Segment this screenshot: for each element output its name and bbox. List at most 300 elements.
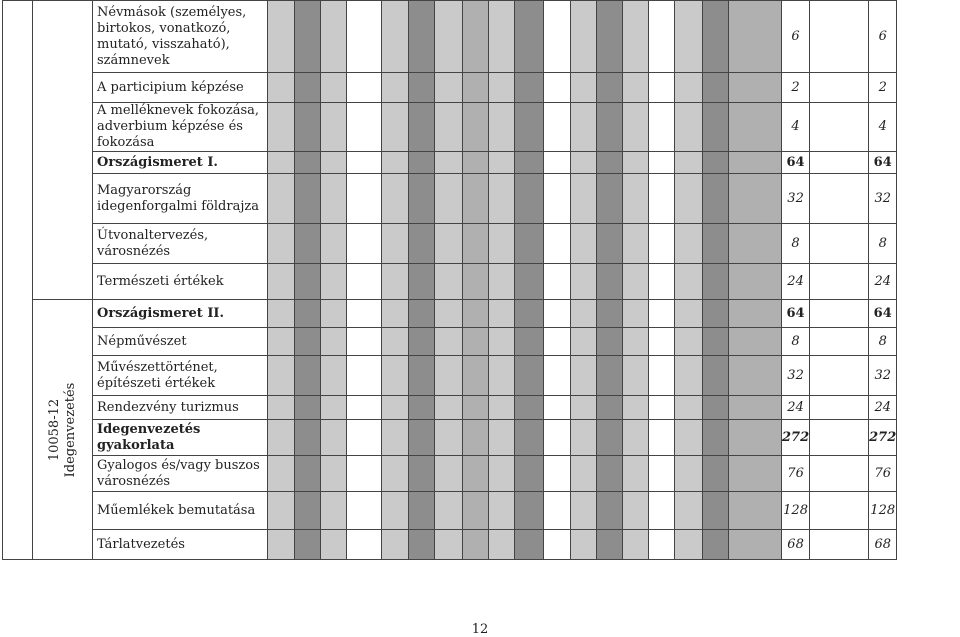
grid-cell [489,356,515,396]
table-row [3,396,897,420]
grid-cell [571,103,597,152]
grid-cell [347,300,382,328]
grid-cell [810,356,869,396]
grid-cell [810,530,869,560]
module-label [47,382,79,477]
grid-cell [435,73,463,103]
hours-value-b: 24 [869,396,897,420]
grid-cell [268,396,295,420]
grid-cell [515,420,544,456]
grid-cell [729,492,782,530]
grid-cell [321,103,347,152]
grid-cell [268,174,295,224]
grid-cell [515,152,544,174]
grid-cell [515,300,544,328]
hours-value-b: 8 [869,328,897,356]
grid-cell [675,174,703,224]
grid-cell [544,492,571,530]
grid-cell [623,103,649,152]
grid-cell [409,152,435,174]
hours-value-a: 32 [782,174,810,224]
grid-cell [729,356,782,396]
grid-cell [489,224,515,264]
table-row [3,1,897,73]
grid-cell [515,396,544,420]
grid-cell [268,152,295,174]
grid-cell [729,152,782,174]
grid-cell [321,530,347,560]
hours-value-b: 128 [869,492,897,530]
grid-cell [597,1,623,73]
hours-value-b: 24 [869,264,897,300]
grid-cell [703,396,729,420]
grid-cell [295,396,321,420]
grid-cell [321,456,347,492]
grid-cell [703,152,729,174]
grid-cell [544,300,571,328]
grid-cell [382,224,409,264]
grid-cell [703,300,729,328]
grid-cell [810,224,869,264]
grid-cell [489,264,515,300]
grid-cell [649,264,675,300]
topic-cell: Rendezvény turizmus [93,396,268,420]
grid-cell [435,530,463,560]
grid-cell [703,1,729,73]
topic-cell: Idegenvezetés gyakorlata [93,420,268,456]
grid-cell [623,530,649,560]
grid-cell [409,300,435,328]
table-row [3,356,897,396]
grid-cell [544,328,571,356]
grid-cell [295,300,321,328]
grid-cell [435,152,463,174]
grid-cell [435,224,463,264]
hours-value-b: 68 [869,530,897,560]
grid-cell [347,356,382,396]
grid-cell [675,224,703,264]
grid-cell [729,300,782,328]
grid-cell [649,73,675,103]
topic-cell: Természeti értékek [93,264,268,300]
topic-cell: Útvonaltervezés, városnézés [93,224,268,264]
grid-cell [409,328,435,356]
grid-cell [435,356,463,396]
grid-cell [810,420,869,456]
grid-cell [810,264,869,300]
grid-cell [515,492,544,530]
grid-cell [729,396,782,420]
grid-cell [463,174,489,224]
grid-cell [321,396,347,420]
grid-cell [675,456,703,492]
grid-cell [675,152,703,174]
grid-cell [382,492,409,530]
grid-cell [544,420,571,456]
grid-cell [623,73,649,103]
grid-cell [268,73,295,103]
grid-cell [649,530,675,560]
grid-cell [409,492,435,530]
grid-cell [571,420,597,456]
grid-cell [597,396,623,420]
grid-cell [515,456,544,492]
grid-cell [515,73,544,103]
grid-cell [409,103,435,152]
grid-cell [675,492,703,530]
grid-cell [321,152,347,174]
grid-cell [515,1,544,73]
grid-cell [729,73,782,103]
grid-cell [295,103,321,152]
grid-cell [295,224,321,264]
hours-value-b: 6 [869,1,897,73]
grid-cell [571,1,597,73]
grid-cell [544,73,571,103]
grid-cell [597,152,623,174]
hours-value-b: 64 [869,300,897,328]
grid-cell [597,73,623,103]
grid-cell [295,152,321,174]
grid-cell [675,73,703,103]
grid-cell [810,174,869,224]
grid-cell [810,300,869,328]
grid-cell [597,492,623,530]
module-cell-blank [33,1,93,300]
grid-cell [703,103,729,152]
grid-cell [810,328,869,356]
grid-cell [463,300,489,328]
grid-cell [409,73,435,103]
grid-cell [597,356,623,396]
table-row [3,224,897,264]
hours-value-a: 8 [782,224,810,264]
grid-cell [544,356,571,396]
grid-cell [382,356,409,396]
grid-cell [295,73,321,103]
grid-cell [382,300,409,328]
grid-cell [295,492,321,530]
grid-cell [463,456,489,492]
grid-cell [321,1,347,73]
grid-cell [571,224,597,264]
grid-cell [623,456,649,492]
hours-value-b: 2 [869,73,897,103]
grid-cell [810,456,869,492]
grid-cell [435,300,463,328]
grid-cell [729,224,782,264]
grid-cell [703,264,729,300]
grid-cell [571,73,597,103]
grid-cell [675,264,703,300]
grid-cell [409,396,435,420]
grid-cell [435,396,463,420]
topic-cell: A melléknevek fokozása, adverbium képzése és fokozása [93,103,268,152]
grid-cell [321,300,347,328]
grid-cell [382,396,409,420]
grid-cell [571,300,597,328]
grid-cell [729,456,782,492]
grid-cell [409,264,435,300]
grid-cell [571,456,597,492]
grid-cell [810,103,869,152]
module-code: 10058-12 [46,398,62,461]
grid-cell [489,1,515,73]
grid-cell [489,530,515,560]
grid-cell [463,1,489,73]
page-number: 12 [471,622,489,637]
hours-value-a: 64 [782,300,810,328]
topic-cell: Országismeret II. [93,300,268,328]
grid-cell [409,530,435,560]
grid-cell [489,300,515,328]
grid-cell [382,264,409,300]
grid-cell [295,420,321,456]
grid-cell [597,456,623,492]
table-row [3,264,897,300]
grid-cell [544,224,571,264]
grid-cell [675,300,703,328]
grid-cell [268,328,295,356]
grid-cell [649,328,675,356]
grid-cell [544,530,571,560]
grid-cell [409,456,435,492]
hours-value-b: 64 [869,152,897,174]
grid-cell [623,492,649,530]
hours-value-b: 32 [869,174,897,224]
grid-cell [623,174,649,224]
table-row [3,420,897,456]
grid-cell [571,492,597,530]
grid-cell [675,1,703,73]
grid-cell [463,530,489,560]
grid-cell [268,1,295,73]
grid-cell [703,356,729,396]
grid-cell [515,103,544,152]
hours-value-a: 2 [782,73,810,103]
module-name: Idegenvezetés [62,382,78,477]
table-row [3,300,897,328]
grid-cell [321,356,347,396]
hours-value-b: 4 [869,103,897,152]
grid-cell [649,396,675,420]
grid-cell [515,224,544,264]
grid-cell [347,103,382,152]
grid-cell [382,1,409,73]
grid-cell [597,300,623,328]
table-row [3,492,897,530]
grid-cell [597,224,623,264]
grid-cell [703,224,729,264]
grid-cell [571,174,597,224]
grid-cell [810,152,869,174]
curriculum-table [2,0,897,560]
grid-cell [321,174,347,224]
grid-cell [382,73,409,103]
topic-cell: Műemlékek bemutatása [93,492,268,530]
topic-cell: Magyarország idegenforgalmi földrajza [93,174,268,224]
grid-cell [623,1,649,73]
grid-cell [347,530,382,560]
grid-cell [810,1,869,73]
grid-cell [435,103,463,152]
grid-cell [321,224,347,264]
grid-cell [649,174,675,224]
hours-value-b: 272 [869,420,897,456]
grid-cell [597,328,623,356]
grid-cell [597,420,623,456]
margin-cell [3,1,33,560]
grid-cell [597,264,623,300]
grid-cell [409,174,435,224]
topic-cell: Népművészet [93,328,268,356]
topic-cell: Gyalogos és/vagy buszos városnézés [93,456,268,492]
grid-cell [544,152,571,174]
grid-cell [321,492,347,530]
grid-cell [649,420,675,456]
grid-cell [347,456,382,492]
grid-cell [489,73,515,103]
grid-cell [489,492,515,530]
grid-cell [382,530,409,560]
grid-cell [675,328,703,356]
grid-cell [675,356,703,396]
grid-cell [703,73,729,103]
hours-value-a: 6 [782,1,810,73]
grid-cell [435,1,463,73]
grid-cell [382,328,409,356]
hours-value-a: 8 [782,328,810,356]
grid-cell [544,1,571,73]
grid-cell [515,356,544,396]
grid-cell [268,420,295,456]
table-row [3,73,897,103]
topic-cell: Névmások (személyes, birtokos, vonatkozó, mutató, visszaható), számnevek [93,1,268,73]
grid-cell [623,328,649,356]
hours-value-a: 24 [782,264,810,300]
hours-value-a: 128 [782,492,810,530]
grid-cell [382,152,409,174]
grid-cell [649,152,675,174]
grid-cell [729,530,782,560]
grid-cell [347,264,382,300]
grid-cell [623,356,649,396]
grid-cell [295,264,321,300]
hours-value-b: 8 [869,224,897,264]
grid-cell [463,103,489,152]
hours-value-a: 76 [782,456,810,492]
grid-cell [729,420,782,456]
hours-value-a: 64 [782,152,810,174]
grid-cell [597,530,623,560]
grid-cell [515,264,544,300]
grid-cell [703,420,729,456]
grid-cell [571,530,597,560]
grid-cell [649,1,675,73]
grid-cell [463,396,489,420]
grid-cell [544,396,571,420]
grid-cell [295,328,321,356]
grid-cell [703,530,729,560]
grid-cell [463,356,489,396]
grid-cell [463,152,489,174]
grid-cell [347,420,382,456]
grid-cell [347,396,382,420]
grid-cell [649,300,675,328]
grid-cell [729,1,782,73]
grid-cell [571,152,597,174]
grid-cell [321,264,347,300]
grid-cell [623,396,649,420]
grid-cell [649,103,675,152]
hours-value-a: 4 [782,103,810,152]
grid-cell [489,103,515,152]
grid-cell [435,456,463,492]
grid-cell [544,264,571,300]
table-row [3,174,897,224]
grid-cell [382,420,409,456]
topic-cell: Művészettörténet, építészeti értékek [93,356,268,396]
grid-cell [347,174,382,224]
grid-cell [489,456,515,492]
grid-cell [810,396,869,420]
hours-value-b: 32 [869,356,897,396]
grid-cell [409,1,435,73]
grid-cell [347,73,382,103]
grid-cell [703,328,729,356]
grid-cell [409,420,435,456]
grid-cell [409,224,435,264]
grid-cell [571,356,597,396]
table-row [3,456,897,492]
grid-cell [435,420,463,456]
grid-cell [623,152,649,174]
module-cell [33,300,93,560]
grid-cell [347,328,382,356]
table-row [3,530,897,560]
grid-cell [515,174,544,224]
grid-cell [347,492,382,530]
grid-cell [435,328,463,356]
grid-cell [268,264,295,300]
grid-cell [435,264,463,300]
grid-cell [295,1,321,73]
topic-cell: A participium képzése [93,73,268,103]
grid-cell [703,174,729,224]
grid-cell [347,224,382,264]
grid-cell [268,530,295,560]
grid-cell [489,396,515,420]
topic-cell: Tárlatvezetés [93,530,268,560]
grid-cell [623,420,649,456]
grid-cell [463,420,489,456]
grid-cell [463,492,489,530]
table-row [3,152,897,174]
grid-cell [515,328,544,356]
grid-cell [435,174,463,224]
hours-value-b: 76 [869,456,897,492]
hours-value-a: 24 [782,396,810,420]
grid-cell [268,456,295,492]
grid-cell [515,530,544,560]
hours-value-a: 272 [782,420,810,456]
grid-cell [649,356,675,396]
grid-cell [489,174,515,224]
grid-cell [382,103,409,152]
grid-cell [489,152,515,174]
grid-cell [489,328,515,356]
grid-cell [675,530,703,560]
